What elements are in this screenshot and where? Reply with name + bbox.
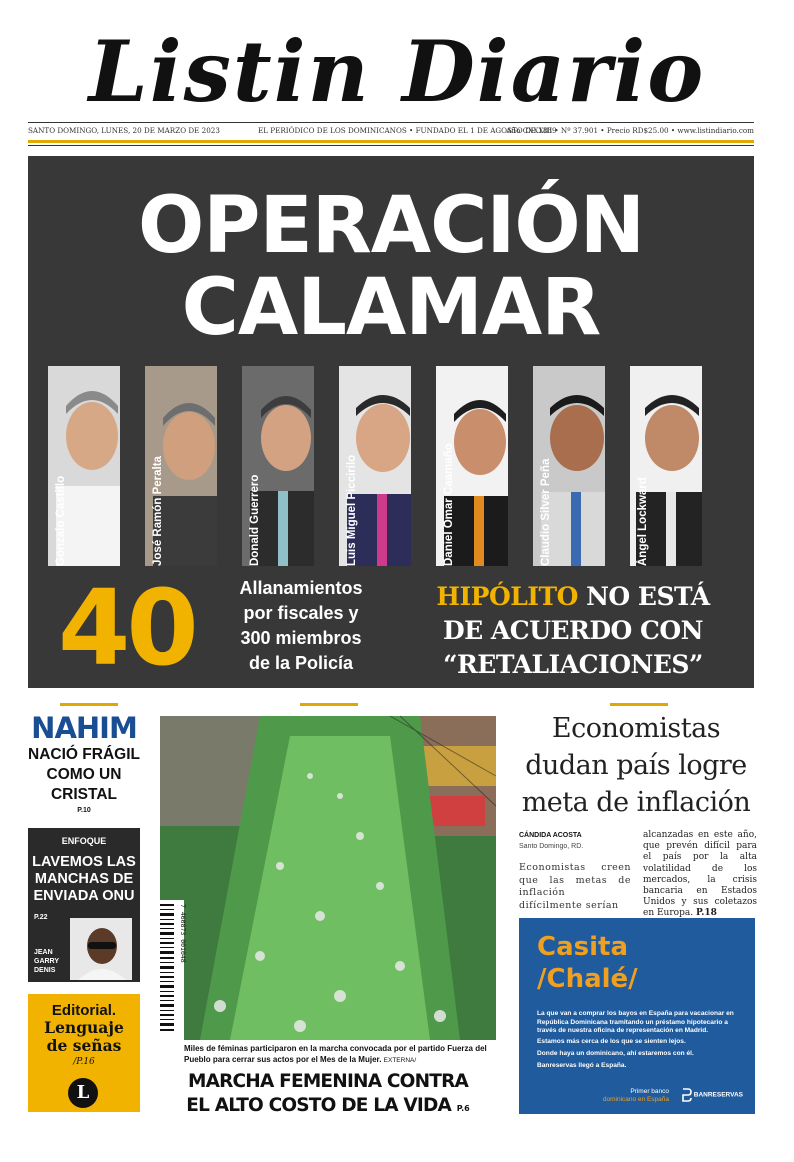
editorial-title: Editorial.: [51, 1002, 117, 1019]
barcode-image: [158, 900, 187, 1040]
portrait-name: Claudio Silver Peña: [540, 458, 552, 566]
portrait-luis-miguel-piccirilo[interactable]: [339, 366, 411, 566]
byline-author: CÁNDIDA ACOSTA: [519, 832, 582, 839]
masthead-rule-bottom: [28, 145, 754, 146]
economists-headline-line: dudan país logre: [525, 750, 747, 781]
byline-location: Santo Domingo, RD.: [519, 843, 584, 850]
hipolito-text: NO ESTÁ: [577, 582, 710, 611]
hipolito-headline[interactable]: [408, 580, 738, 682]
raid-description-line: Allanamientos: [239, 578, 363, 598]
enfoque-page: P.22: [34, 914, 48, 921]
raid-description-line: de la Policía: [248, 653, 354, 673]
ad-footer-line: Primer banco: [630, 1088, 669, 1095]
photo-credit: EXTERNA/: [383, 1056, 417, 1064]
ad-paragraph: La que van a comprar los bayos en España para vacacionar en República Dominicana tramitando un préstamo hipotecario a través de nuestra oficina de representación en Madrid.: [537, 1010, 734, 1035]
portrait-jose-ramon-peralta[interactable]: [145, 366, 217, 566]
raid-description-line: 300 miembros: [240, 628, 362, 648]
march-page: P.6: [456, 1104, 470, 1113]
banreservas-logo: [682, 1088, 743, 1102]
economists-headline-line: meta de inflación: [521, 787, 751, 818]
enfoque-kicker: ENFOQUE: [61, 836, 107, 846]
listin-logo-icon: L: [68, 1078, 98, 1108]
columnist-name-line: GARRY: [34, 958, 60, 965]
banreservas-logo-text: BANRESERVAS: [693, 1091, 743, 1099]
caption-text: Miles de féminas participaron en la marcha convocada por el partido Fuerza del Pueblo para cerrar sus actos por el Mes de la Mujer.: [184, 1044, 487, 1064]
hipolito-line-2: DE ACUERDO CON: [442, 616, 704, 645]
edition-line: Año CXXXIII • Nº 37.901 • Precio RD$25.00 • www.listindiario.com: [506, 126, 754, 135]
section-marker: [300, 703, 358, 706]
portrait-daniel-omar-caamano[interactable]: [436, 366, 508, 566]
story-body: [643, 830, 757, 920]
ad-footer-line: dominicano en España: [602, 1096, 669, 1103]
banreservas-logo-icon: [682, 1088, 692, 1102]
ad-paragraph: Estamos más cerca de los que se sienten lejos.: [537, 1038, 686, 1045]
hero-story[interactable]: [28, 156, 754, 688]
march-headline-line-1: MARCHA FEMENINA CONTRA: [187, 1071, 469, 1092]
ad-footer: [603, 1088, 669, 1104]
date-line: SANTO DOMINGO, LUNES, 20 DE MARZO DE 2023: [28, 126, 220, 135]
crowd-image: [160, 716, 496, 1040]
columnist-name: [34, 948, 74, 975]
portrait-name: Ángel Lockward: [637, 477, 649, 566]
hipolito-line-3: “RETALIACIONES”: [443, 650, 703, 679]
editorial-page: /P.16: [73, 1057, 95, 1067]
nahim-subtitle-line: COMO UN: [46, 766, 122, 783]
columnist-avatar: [70, 918, 132, 980]
masthead-rule: [28, 122, 754, 123]
enfoque-title-line: MANCHAS DE: [34, 871, 134, 887]
photo-caption: [184, 1044, 496, 1066]
march-headline-text: EL ALTO COSTO DE LA VIDA: [186, 1095, 452, 1116]
ad-paragraph: Banreservas llegó a España.: [537, 1062, 627, 1069]
nahim-subtitle-line: CRISTAL: [50, 786, 117, 803]
barcode-number: 7 460873 001048: [179, 904, 187, 963]
portrait-name: Daniel Omar Caamaño: [443, 443, 455, 566]
columnist-photo: [70, 918, 132, 980]
section-marker: [610, 703, 668, 706]
portrait-gonzalo-castillo[interactable]: [48, 366, 120, 566]
enfoque-title-line: ENVIADA ONU: [33, 888, 135, 904]
portrait-name: Donald Guerrero: [249, 474, 261, 566]
portrait-row: [48, 366, 738, 566]
editorial-subtitle-line: Lenguaje: [44, 1018, 124, 1037]
nahim-subtitle-line: NACIÓ FRÁGIL: [28, 746, 140, 763]
enfoque-title: [28, 854, 140, 905]
march-headline[interactable]: [160, 1070, 496, 1121]
portrait-name: Luis Miguel Piccirilo: [346, 454, 358, 566]
masthead: [0, 0, 794, 150]
raid-count: 40: [58, 567, 195, 689]
raid-description-line: por fiscales y: [243, 603, 359, 623]
portrait-name: Gonzalo Castillo: [55, 475, 67, 566]
hero-title-line-2: CALAMAR: [181, 263, 601, 353]
portrait-angel-lockward[interactable]: [630, 366, 702, 566]
ad-paragraph: Donde haya un dominicano, ahí estaremos con él.: [537, 1050, 694, 1057]
portrait-claudio-silver-pena[interactable]: [533, 366, 605, 566]
portrait-name: José Ramón Peralta: [152, 456, 164, 566]
march-headline-line-2: [160, 1094, 496, 1121]
economists-headline[interactable]: [512, 710, 760, 821]
editorial-subtitle-line: de señas: [46, 1036, 122, 1055]
editorial-box[interactable]: [28, 994, 140, 1112]
nahim-title: NAHIM: [31, 711, 137, 745]
banreservas-ad[interactable]: [519, 918, 755, 1114]
columnist-name-line: DENIS: [34, 967, 56, 974]
ad-title-line-2: /Chalé/: [537, 964, 638, 994]
story-body-text: alcanzadas en este año, que prevén difícil para el país por la alta volatilidad de los mercados, la crisis bancaria en Estados Unidos y sus coletazos en Europa.: [643, 830, 757, 919]
story-page: P.18: [695, 908, 717, 919]
nahim-story[interactable]: [28, 712, 140, 814]
columnist-name-line: JEAN: [34, 949, 53, 956]
section-marker: [60, 703, 118, 706]
nahim-page: P.10: [77, 807, 91, 814]
masthead-gold-rule: [28, 140, 754, 143]
ad-title-line-1: Casita: [537, 932, 628, 962]
enfoque-box[interactable]: [28, 828, 140, 982]
hipolito-line-1: [408, 580, 738, 614]
story-lead: Economistas creen que las metas de inflación difícilmente serían: [519, 862, 631, 911]
motto-line: EL PERIÓDICO DE LOS DOMINICANOS • FUNDADO EL 1 DE AGOSTO DE 1889: [258, 126, 557, 135]
newspaper-title[interactable]: Listin Diario: [88, 22, 706, 121]
economists-headline-line: Economistas: [551, 713, 721, 744]
raid-description: [214, 576, 388, 676]
barcode: [158, 900, 187, 1040]
portrait-donald-guerrero[interactable]: [242, 366, 314, 566]
hero-title-line-1: OPERACIÓN: [137, 181, 645, 271]
hipolito-name: HIPÓLITO: [436, 582, 578, 611]
enfoque-title-line: LAVEMOS LAS: [32, 854, 136, 870]
march-photo[interactable]: [160, 716, 496, 1040]
